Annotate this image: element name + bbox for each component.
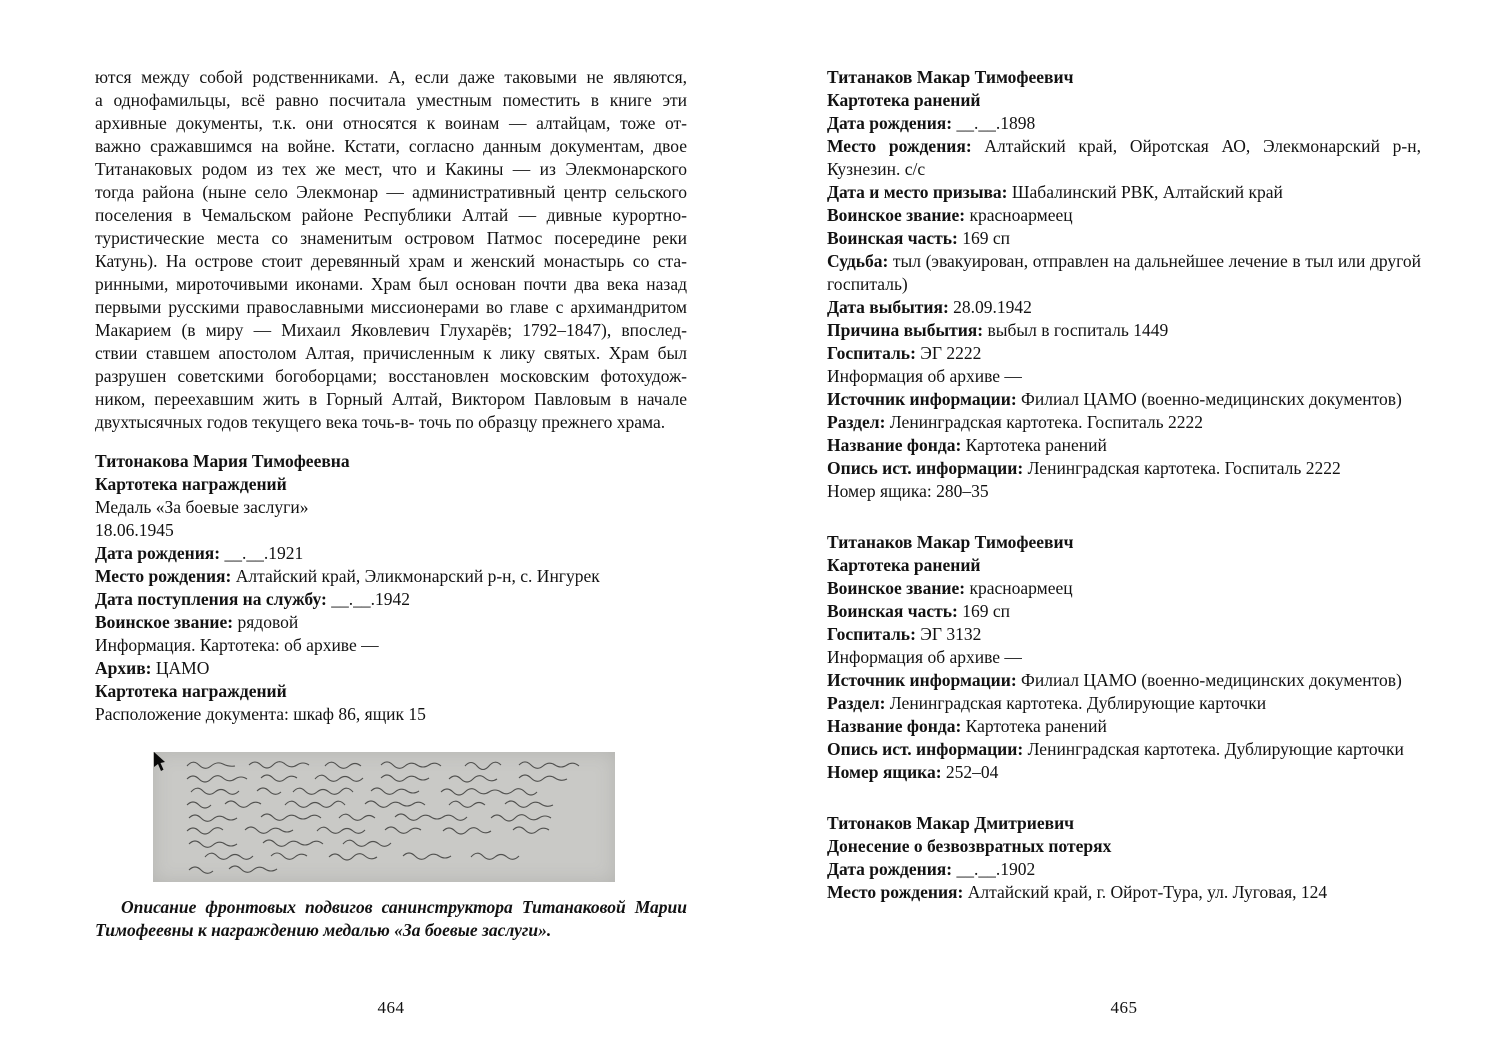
paragraph-line: ствии ставшем апостолом Алтая, причисленным к лику святых. Храм был: [95, 343, 687, 363]
record-block: [95, 450, 687, 726]
record-field-label: Титонакова Мария Тимофеевна: [95, 451, 350, 471]
record-line: [827, 692, 1421, 715]
record-field-value: __.__.1921: [220, 543, 304, 563]
page-number-right: 465: [1110, 998, 1138, 1017]
record-field-label: Картотека ранений: [827, 90, 981, 110]
record-field-value: Ленинградская картотека. Дублирующие карточки: [1023, 739, 1404, 759]
page-right: [746, 0, 1492, 1058]
page-number-left: 464: [377, 998, 405, 1017]
paragraph-line: а однофамильцы, всё равно посчитала уместным поместить в книге эти: [95, 90, 687, 110]
record-line: [827, 66, 1421, 89]
record-line: [827, 135, 1421, 181]
cursor-arrow-icon: [153, 752, 167, 772]
record-line: [95, 542, 687, 565]
record-field-value: выбыл в госпиталь 1449: [983, 320, 1169, 340]
paragraph-line: Титанаковых родом из тех же мест, что и Какины — из Элекмонарского: [95, 159, 687, 179]
record-field-value: Алтайский край, Ойротская АО, Элекмонарский р-н, Кузнезин. с/с: [827, 136, 1421, 179]
record-line: [827, 411, 1421, 434]
record-field-label: Опись ист. информации:: [827, 458, 1024, 478]
record-field-value: Ленинградская картотека. Госпиталь 2222: [1023, 458, 1341, 478]
record-field-value: рядовой: [233, 612, 299, 632]
record-field-label: Госпиталь:: [827, 343, 916, 363]
paragraph-line: важно сражавшимся на войне. Кстати, согласно данным документам, двое: [95, 136, 687, 156]
record-field-value: ЭГ 3132: [915, 624, 982, 644]
paragraph-line: поселения в Чемальском районе Республики Алтай — дивные курортно-: [95, 205, 687, 225]
record-field-value: __.__.1902: [952, 859, 1036, 879]
record-line: [95, 565, 687, 588]
record-field-label: Титонаков Макар Дмитриевич: [827, 813, 1075, 833]
award-document-scan-image: [153, 752, 615, 882]
record-field-value: Алтайский край, Эликмонарский р-н, с. Ингурек: [231, 566, 600, 586]
record-field-label: Раздел:: [827, 693, 886, 713]
record-field-label: Госпиталь:: [827, 624, 916, 644]
paragraph-line: архивные документы, т.к. они относятся к воинам — алтайцам, тоже от-: [95, 113, 687, 133]
record-field-label: Воинская часть:: [827, 601, 958, 621]
record-line: [827, 181, 1421, 204]
record-field-label: Место рождения:: [95, 566, 232, 586]
record-line: [827, 227, 1421, 250]
record-line: [827, 89, 1421, 112]
paragraph-line: ринными, мироточивыми иконами. Храм был основан почти два века назад: [95, 274, 687, 294]
record-field-label: Место рождения:: [827, 882, 964, 902]
paragraph-line: тогда района (ныне село Элекмонар — административный центр сельского: [95, 182, 687, 202]
record-field-value: тыл (эвакуирован, отправлен на дальнейшее лечение в тыл или другой госпиталь): [827, 251, 1421, 294]
record-line: [827, 577, 1421, 600]
record-field-value: Картотека ранений: [961, 435, 1107, 455]
record-field-label: Воинское звание:: [827, 205, 966, 225]
record-field-label: Причина выбытия:: [827, 320, 984, 340]
paragraph-line: двухтысячных годов текущего века точь-в- точь по образцу прежнего храма.: [95, 412, 666, 432]
record-line: [827, 250, 1421, 296]
caption-line: Описание фронтовых подвигов санинструктора Титанаковой Марии: [121, 897, 687, 917]
record-field-label: Картотека ранений: [827, 555, 981, 575]
record-line: [827, 835, 1421, 858]
paragraph-line: ются между собой родственниками. А, если даже таковыми не являются,: [95, 67, 687, 87]
record-field-label: Дата поступления на службу:: [95, 589, 327, 609]
record-line: [95, 634, 687, 657]
record-field-label: Судьба:: [827, 251, 889, 271]
record-field-value: 169 сп: [957, 228, 1010, 248]
record-field-label: Название фонда:: [827, 435, 962, 455]
paragraph-line: разрушен советскими богоборцами; восстановлен московским фотохудож-: [95, 366, 687, 386]
record-field-label: Дата выбытия:: [827, 297, 949, 317]
record-block: [827, 66, 1421, 503]
record-line: [827, 480, 1421, 503]
record-field-value: Номер ящика: 280–35: [827, 481, 989, 501]
record-field-label: Источник информации:: [827, 389, 1017, 409]
record-field-value: Ленинградская картотека. Госпиталь 2222: [885, 412, 1203, 432]
record-field-value: Расположение документа: шкаф 86, ящик 15: [95, 704, 426, 724]
record-line: [827, 646, 1421, 669]
record-field-value: 28.09.1942: [948, 297, 1032, 317]
record-field-label: Воинское звание:: [827, 578, 966, 598]
record-line: [95, 611, 687, 634]
record-field-label: Название фонда:: [827, 716, 962, 736]
photo-caption: [95, 896, 687, 942]
record-field-value: красноармеец: [965, 205, 1073, 225]
record-field-label: Источник информации:: [827, 670, 1017, 690]
record-line: [827, 457, 1421, 480]
record-field-label: Титанаков Макар Тимофеевич: [827, 67, 1074, 87]
record-line: [827, 365, 1421, 388]
record-line: [827, 554, 1421, 577]
record-field-label: Архив:: [95, 658, 152, 678]
handwriting-lines: [153, 752, 615, 882]
record-field-value: Филиал ЦАМО (военно-медицинских документов): [1016, 389, 1402, 409]
record-field-value: Алтайский край, г. Ойрот-Тура, ул. Луговая, 124: [963, 882, 1328, 902]
record-line: [827, 112, 1421, 135]
paragraph-line: туристические места со знаменитым островом Патмос посередине реки: [95, 228, 687, 248]
record-line: [827, 669, 1421, 692]
record-field-label: Дата рождения:: [827, 859, 953, 879]
record-line: [827, 434, 1421, 457]
record-field-value: ЭГ 2222: [915, 343, 982, 363]
record-field-value: Филиал ЦАМО (военно-медицинских документов): [1016, 670, 1402, 690]
record-field-label: Дата рождения:: [95, 543, 221, 563]
record-field-label: Дата рождения:: [827, 113, 953, 133]
record-field-value: __.__.1898: [952, 113, 1036, 133]
paragraph-line: ником, переехавшим жить в Горный Алтай, Виктором Павловым в начале: [95, 389, 687, 409]
paragraph-line: Макарием (в миру — Михаил Яковлевич Глухарёв; 1792–1847), впослед-: [95, 320, 687, 340]
record-field-label: Место рождения:: [827, 136, 972, 156]
record-line: [827, 296, 1421, 319]
record-field-value: Медаль «За боевые заслуги»: [95, 497, 309, 517]
record-line: [827, 858, 1421, 881]
record-field-value: Шабалинский РВК, Алтайский край: [1007, 182, 1283, 202]
record-field-value: красноармеец: [965, 578, 1073, 598]
record-field-label: Воинское звание:: [95, 612, 234, 632]
record-line: [827, 881, 1421, 904]
record-line: [827, 204, 1421, 227]
record-line: [827, 531, 1421, 554]
record-line: [95, 496, 687, 519]
record-line: [827, 761, 1421, 784]
record-field-label: Раздел:: [827, 412, 886, 432]
record-field-value: 169 сп: [957, 601, 1010, 621]
record-line: [827, 600, 1421, 623]
right-column: [827, 66, 1421, 904]
caption-line: Тимофеевны к награждению медалью «За боевые заслуги».: [95, 920, 552, 940]
record-field-value: Ленинградская картотека. Дублирующие карточки: [885, 693, 1267, 713]
paragraph-line: первыми русскими православными миссионерами во главе с архимандритом: [95, 297, 687, 317]
record-field-value: ЦАМО: [151, 658, 210, 678]
record-line: [827, 738, 1421, 761]
record-line: [827, 623, 1421, 646]
record-field-label: Дата и место призыва:: [827, 182, 1008, 202]
record-field-value: 18.06.1945: [95, 520, 174, 540]
record-line: [95, 473, 687, 496]
left-column: [95, 66, 687, 942]
record-line: [95, 450, 687, 473]
record-field-label: Титанаков Макар Тимофеевич: [827, 532, 1074, 552]
record-field-label: Номер ящика:: [827, 762, 942, 782]
record-field-label: Донесение о безвозвратных потерях: [827, 836, 1112, 856]
record-line: [95, 703, 687, 726]
record-field-value: Информация об архиве —: [827, 366, 1022, 386]
record-field-label: Опись ист. информации:: [827, 739, 1024, 759]
record-field-value: Информация об архиве —: [827, 647, 1022, 667]
record-field-value: 252–04: [941, 762, 999, 782]
record-field-label: Воинская часть:: [827, 228, 958, 248]
record-line: [827, 715, 1421, 738]
record-field-value: Картотека ранений: [961, 716, 1107, 736]
record-field-label: Картотека награждений: [95, 474, 287, 494]
record-line: [95, 680, 687, 703]
record-field-value: __.__.1942: [326, 589, 410, 609]
record-titonakova-maria: [95, 450, 687, 726]
record-line: [95, 519, 687, 542]
body-paragraph: [95, 66, 687, 434]
record-field-label: Картотека награждений: [95, 681, 287, 701]
paragraph-line: Катунь). На острове стоит деревянный храм и женский монастырь со ста-: [95, 251, 687, 271]
record-block: [827, 812, 1421, 904]
record-line: [827, 812, 1421, 835]
record-line: [827, 388, 1421, 411]
record-field-value: Информация. Картотека: об архиве —: [95, 635, 379, 655]
record-line: [827, 319, 1421, 342]
record-line: [95, 657, 687, 680]
record-block: [827, 531, 1421, 784]
record-line: [95, 588, 687, 611]
record-line: [827, 342, 1421, 365]
